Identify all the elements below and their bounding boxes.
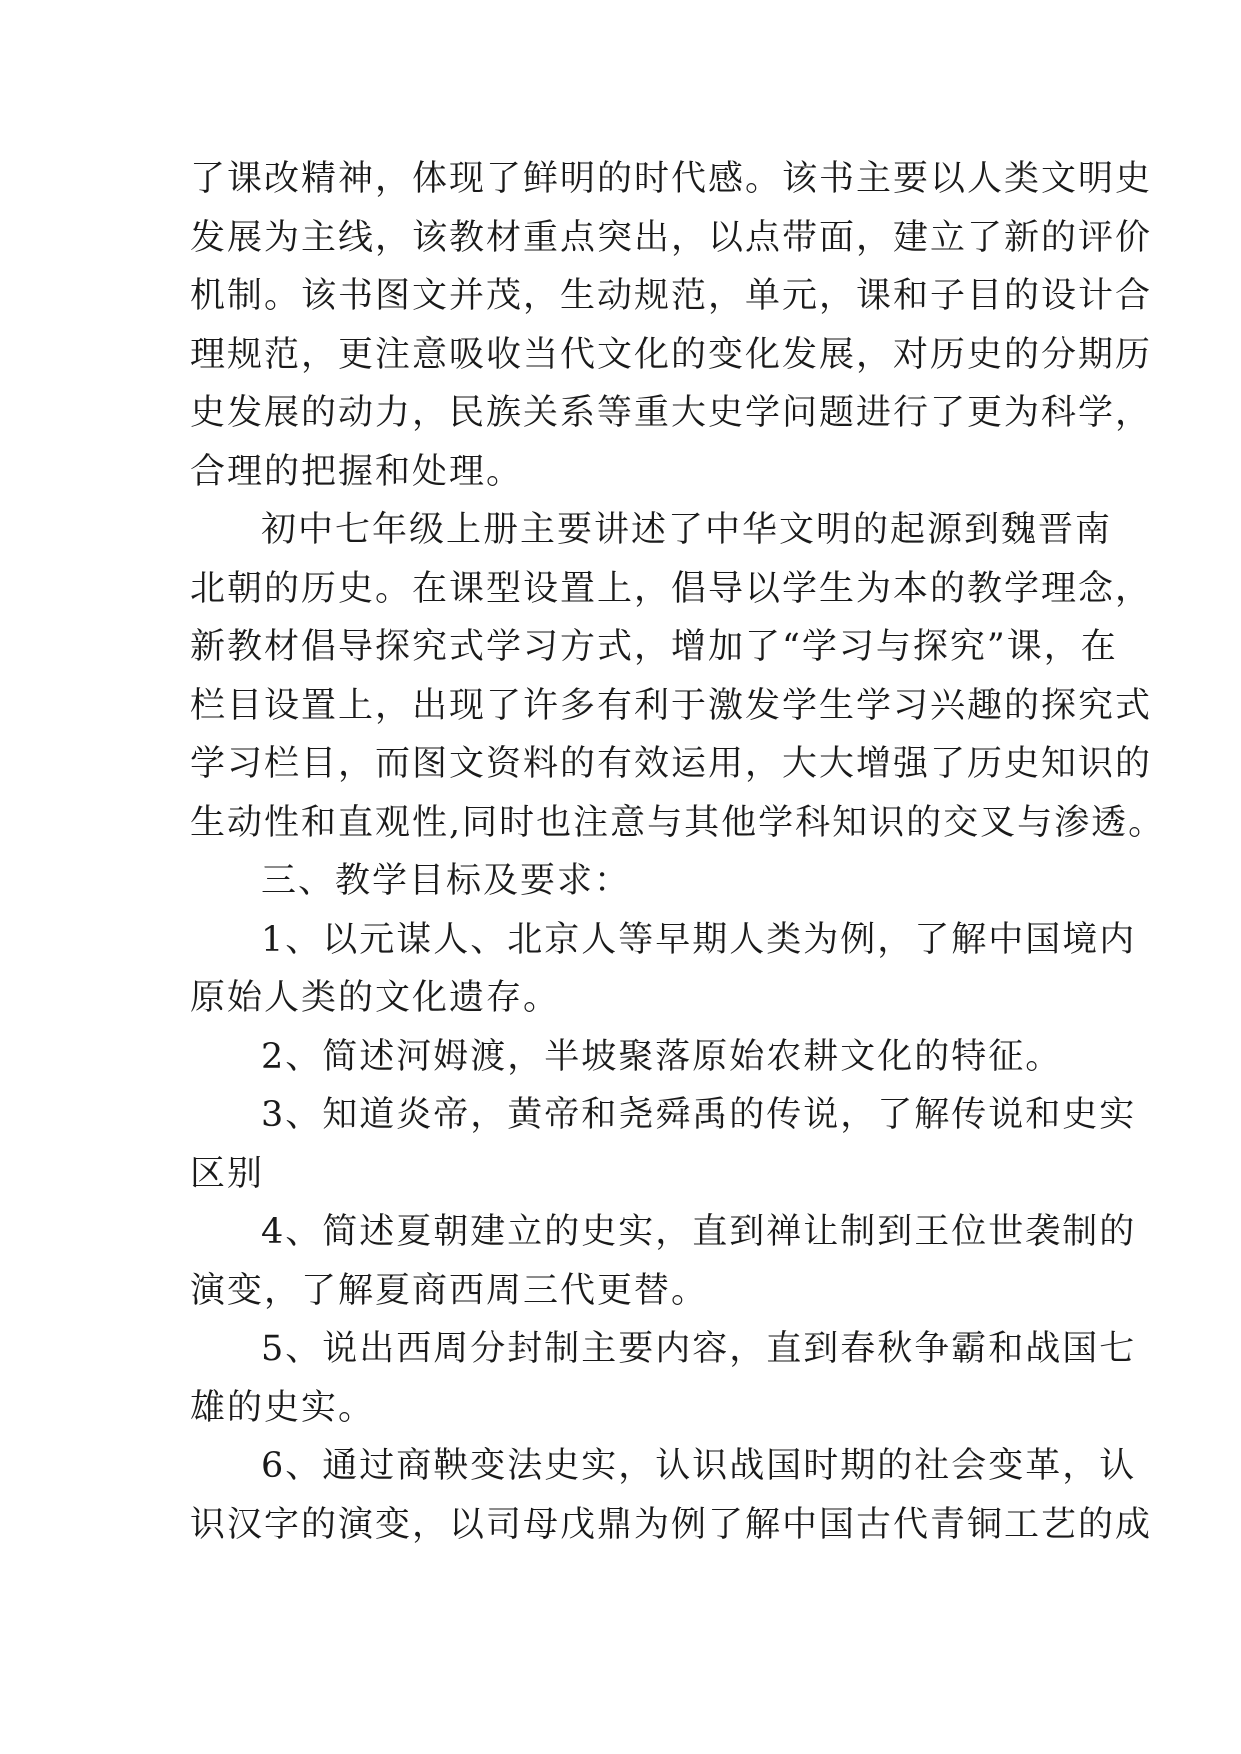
list-item-6: 6、通过商鞅变法史实，认识战国时期的社会变革，认 <box>261 1446 1137 1486</box>
text-line: 演变，了解夏商西周三代更替。 <box>190 1270 709 1311</box>
list-item-4: 4、简述夏朝建立的史实，直到禅让制到王位世袭制的 <box>261 1212 1137 1252</box>
paragraph-start-line: 初中七年级上册主要讲述了中华文明的起源到魏晋南 <box>261 510 1113 550</box>
document-body <box>190 150 1166 1554</box>
text-line: 史发展的动力，民族关系等重大史学问题进行了更为科学， <box>190 393 1153 433</box>
list-item-5: 5、说出西周分封制主要内容，直到春秋争霸和战国七 <box>261 1329 1137 1369</box>
text-line: 原始人类的文化遗存。 <box>190 978 561 1018</box>
text-line: 区别 <box>190 1153 265 1194</box>
text-line: 雄的史实。 <box>190 1387 376 1428</box>
text-line: 发展为主线，该教材重点突出，以点带面，建立了新的评价 <box>190 217 1153 258</box>
text-line: 识汉字的演变，以司母戊鼎为例了解中国古代青铜工艺的成 <box>190 1504 1153 1545</box>
list-item-2: 2、简述河姆渡，半坡聚落原始农耕文化的特征。 <box>261 1036 1063 1077</box>
text-line: 理规范，更注意吸收当代文化的变化发展，对历史的分期历 <box>190 334 1153 375</box>
text-line: 栏目设置上，出现了许多有利于激发学生学习兴趣的探究式 <box>190 685 1153 726</box>
text-line: 了课改精神，体现了鲜明的时代感。该书主要以人类文明史 <box>190 159 1153 199</box>
text-line: 北朝的历史。在课型设置上，倡导以学生为本的教学理念， <box>190 568 1153 609</box>
list-item-1: 1、以元谋人、北京人等早期人类为例，了解中国境内 <box>261 919 1137 960</box>
text-line: 生动性和直观性,同时也注意与其他学科知识的交叉与渗透。 <box>190 802 1166 843</box>
text-line: 机制。该书图文并茂，生动规范，单元，课和子目的设计合 <box>190 276 1153 316</box>
text-line: 学习栏目，而图文资料的有效运用，大大增强了历史知识的 <box>190 744 1153 784</box>
text-line: 新教材倡导探究式学习方式，增加了“学习与探究”课，在 <box>190 627 1118 667</box>
list-item-3: 3、知道炎帝，黄帝和尧舜禹的传说，了解传说和史实 <box>261 1095 1137 1135</box>
section-heading: 三、教学目标及要求： <box>261 861 632 901</box>
text-line: 合理的把握和处理。 <box>190 451 524 492</box>
